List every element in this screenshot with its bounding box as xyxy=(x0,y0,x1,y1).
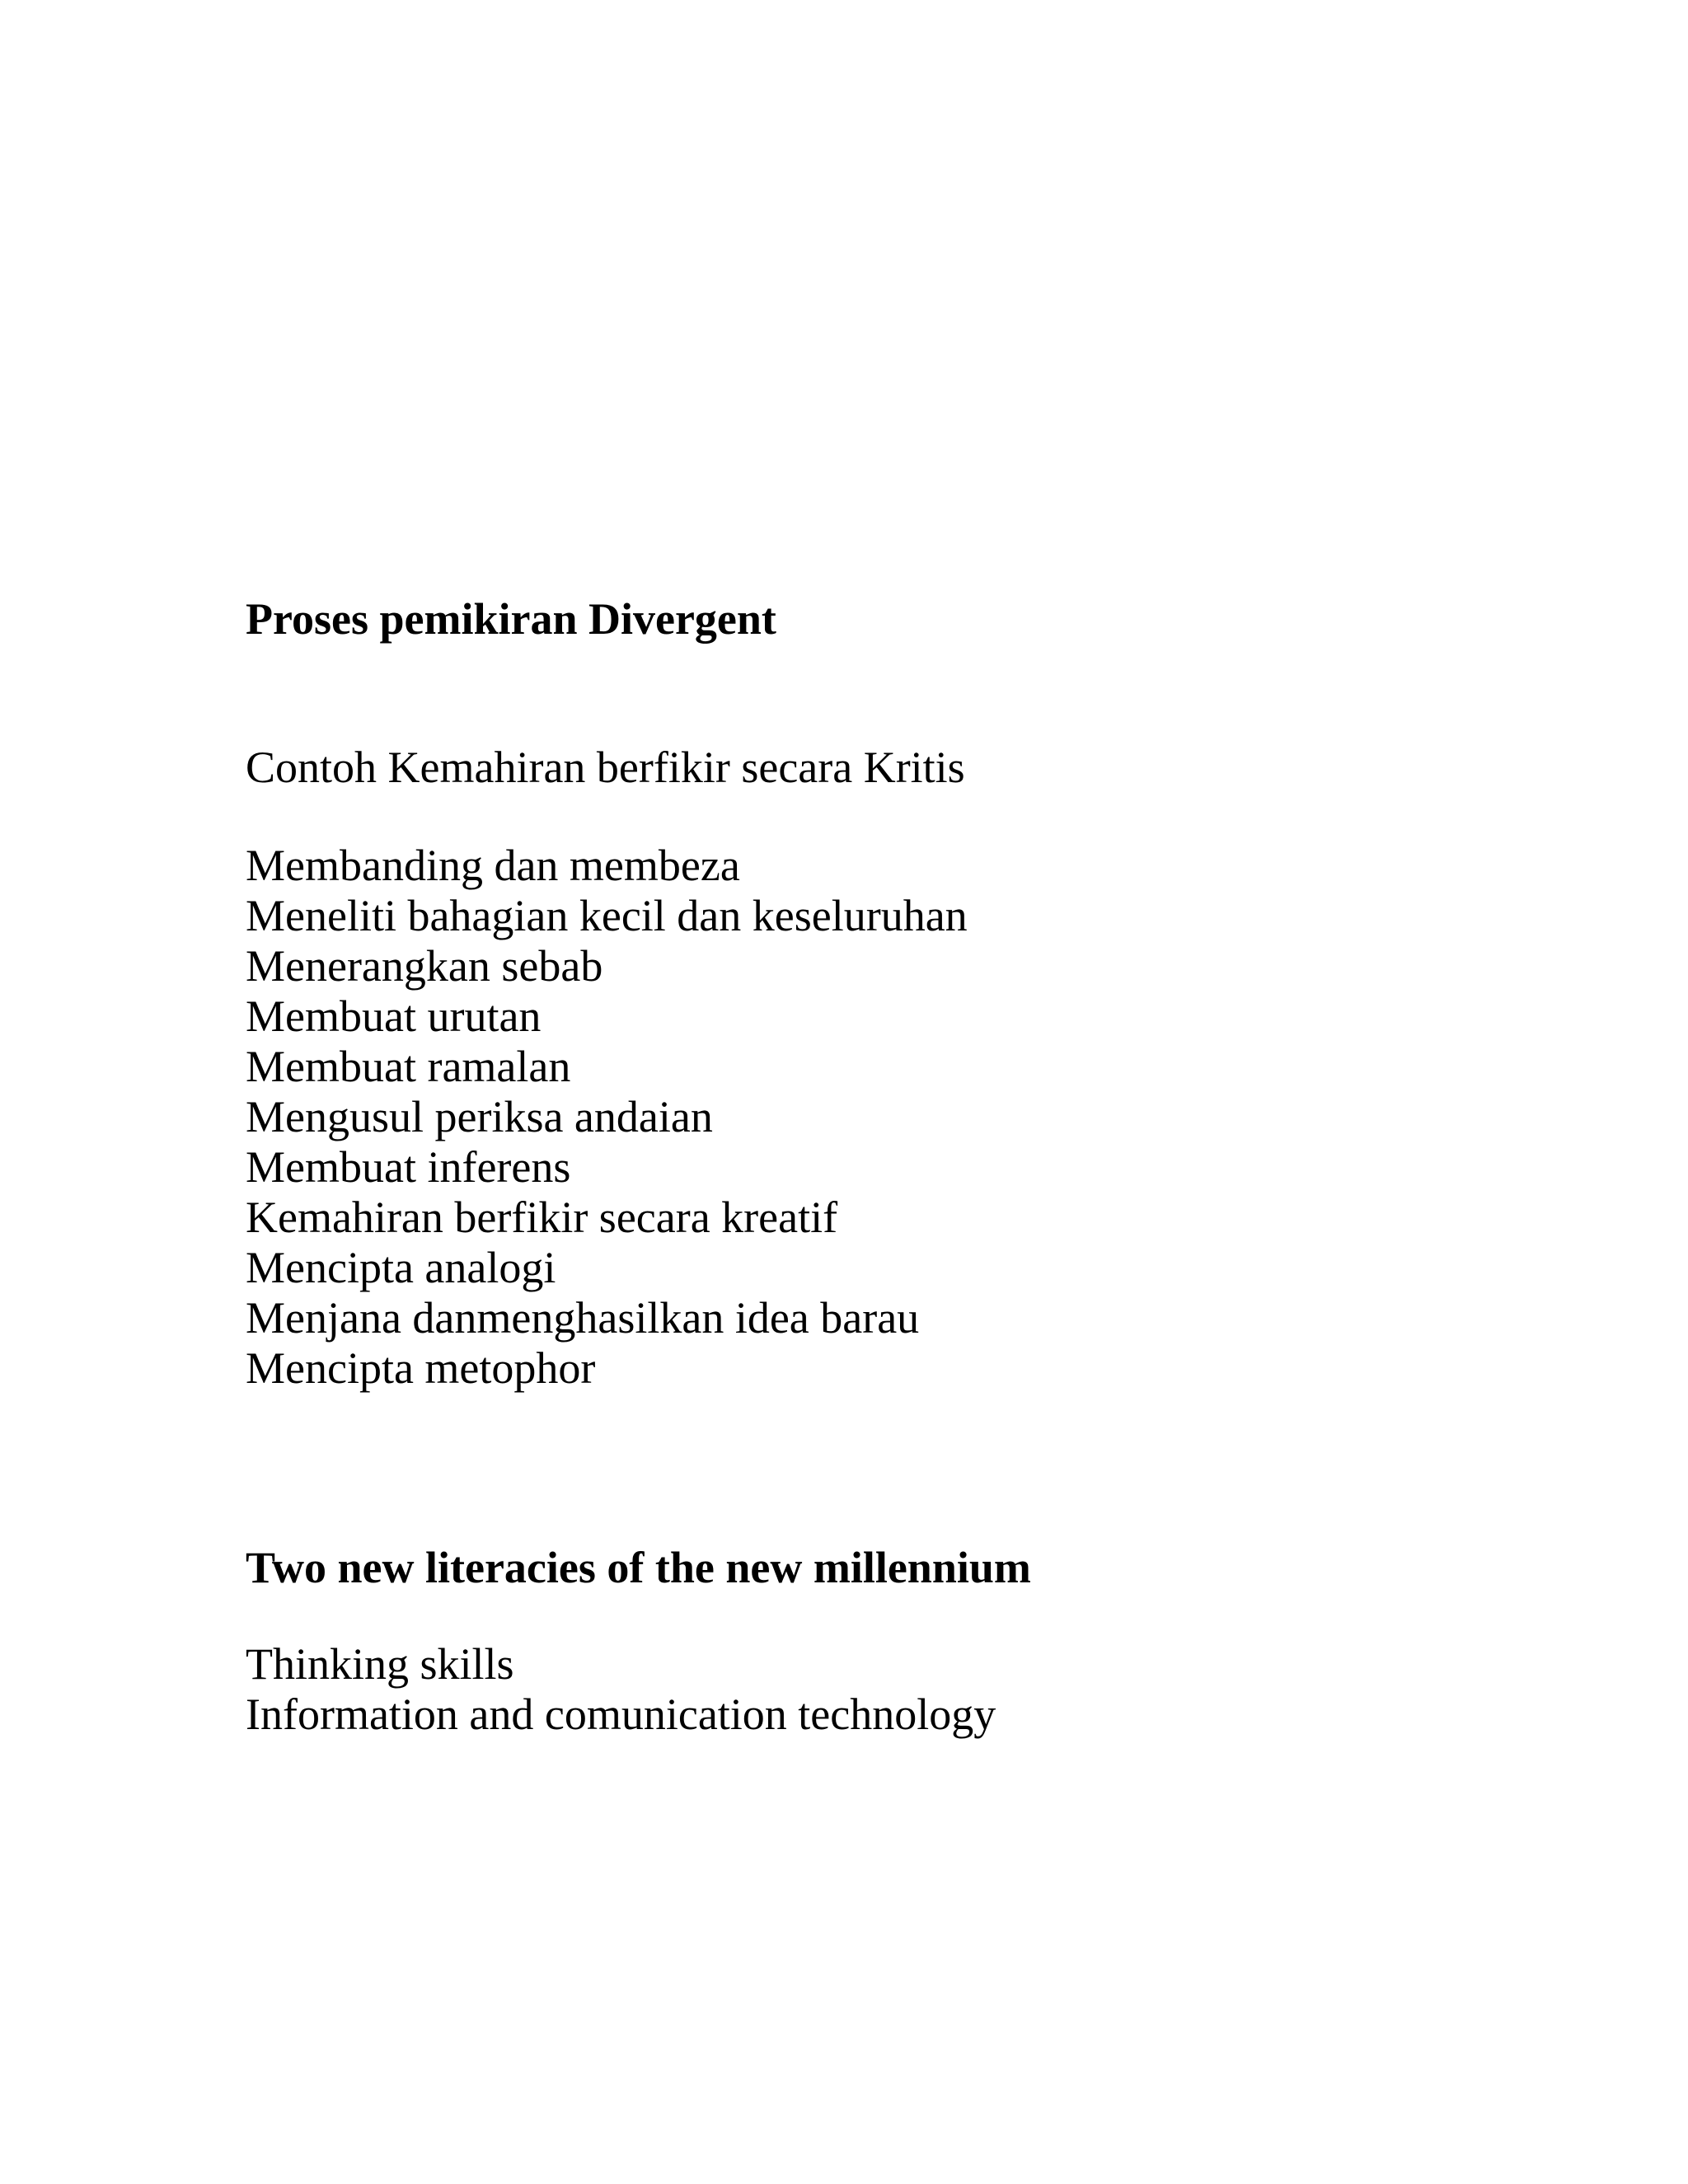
list-item: Meneliti bahagian kecil dan keseluruhan xyxy=(246,891,968,940)
list-item: Membuat inferens xyxy=(246,1142,571,1192)
list-item: Membuat urutan xyxy=(246,991,542,1041)
list-item: Mencipta metophor xyxy=(246,1343,596,1393)
page-content xyxy=(246,593,1482,1740)
new-literacies-list xyxy=(246,1639,1482,1740)
list-item: Mencipta analogi xyxy=(246,1243,556,1292)
list-item: Kemahiran berfikir secara kreatif xyxy=(246,1193,838,1242)
list-item: Membuat ramalan xyxy=(246,1042,571,1091)
list-item: Menjana danmenghasilkan idea barau xyxy=(246,1293,920,1343)
list-item: Mengusul periksa andaian xyxy=(246,1092,713,1141)
section-heading-new-literacies: Two new literacies of the new millennium xyxy=(246,1543,1031,1592)
list-item: Information and comunication technology xyxy=(246,1690,996,1739)
critical-thinking-list xyxy=(246,841,1482,1394)
list-item: Thinking skills xyxy=(246,1639,514,1689)
section-heading-divergent: Proses pemikiran Divergent xyxy=(246,594,776,644)
list-item: Menerangkan sebab xyxy=(246,941,603,991)
section-intro-critical-thinking: Contoh Kemahiran berfikir secara Kritis xyxy=(246,743,965,792)
list-item: Membanding dan membeza xyxy=(246,841,740,890)
